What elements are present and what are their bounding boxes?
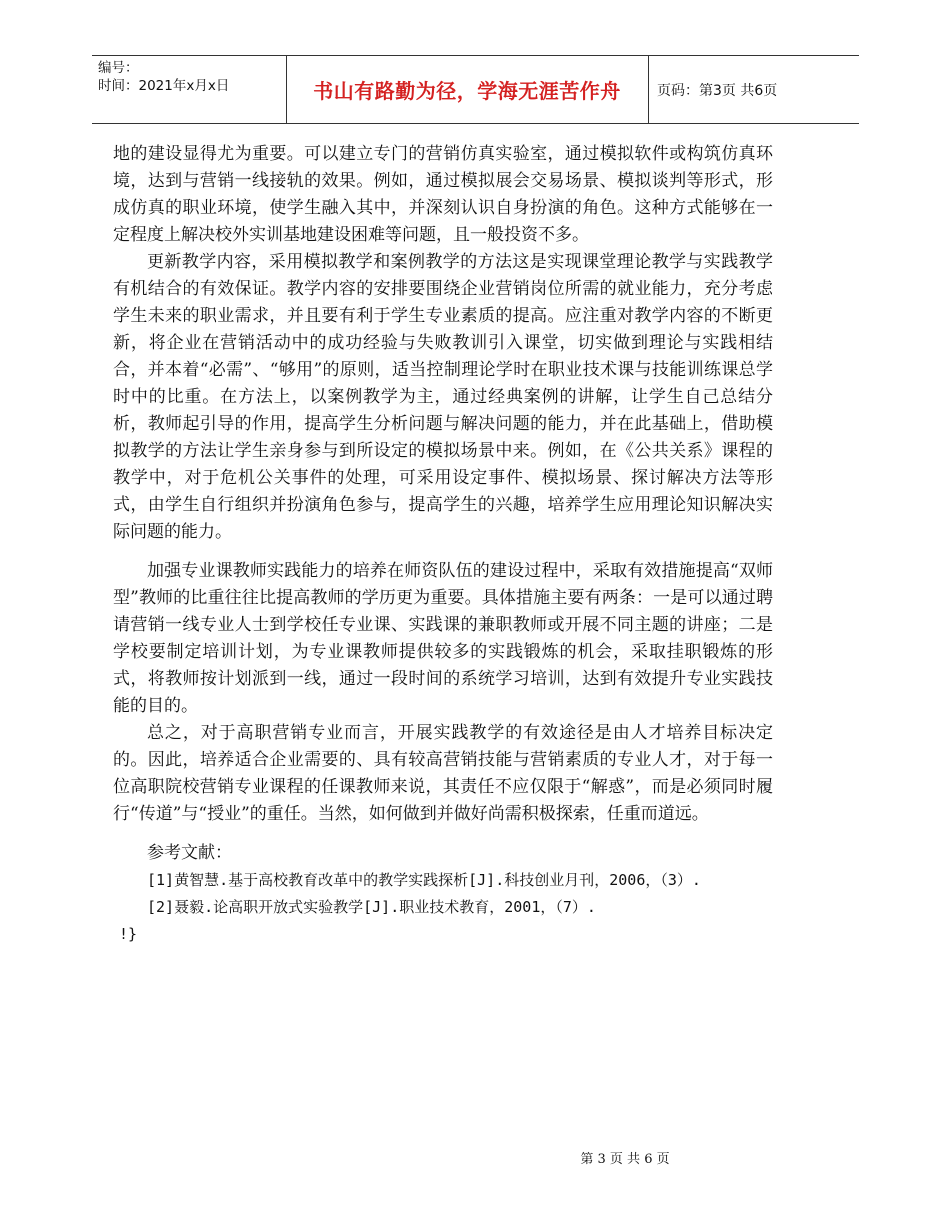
document-number-label: 编号： xyxy=(98,60,139,76)
reference-item: [2]聂毅.论高职开放式实验教学[J].职业技术教育，2001，（7）. xyxy=(147,898,596,916)
reference-item: [1]黄智慧.基于高校教育改革中的教学实践探析[J].科技创业月刊，2006，（3）. xyxy=(147,871,701,889)
body-paragraph: 地的建设显得尤为重要。可以建立专门的营销仿真实验室，通过模拟软件或构筑仿真环境，达到与营销一线接轨的效果。例如，通过模拟展会交易场景、模拟谈判等形式，形成仿真的职业环境，使学生融入其中，并深刻认识自身扮演的角色。这种方式能够在一定程度上解决校外实训基地建设困难等问题，且一般投资不多。 xyxy=(113,144,773,245)
body-paragraph: 更新教学内容，采用模拟教学和案例教学的方法这是实现课堂理论教学与实践教学有机结合的有效保证。教学内容的安排要围绕企业营销岗位所需的就业能力，充分考虑学生未来的职业需求，并且要有利于学生专业素质的提高。应注重对教学内容的不断更新，将企业在营销活动中的成功经验与失败教训引入课堂，切实做到理论与实践相结合，并本着“必需”、“够用”的原则，适当控制理论学时在职业技术课与技能训练课总学时中的比重。在方法上，以案例教学为主，通过经典案例的讲解，让学生自己总结分析，教师起引导的作用，提高学生分析问题与解决问题的能力，并在此基础上，借助模拟教学的方法让学生亲身参与到所设定的模拟场景中来。例如，在《公共关系》课程的教学中，对于危机公关事件的处理，可采用设定事件、模拟场景、探讨解决方法等形式，由学生自行组织并扮演角色参与，提高学生的兴趣，培养学生应用理论知识解决实际问题的能力。 xyxy=(113,252,773,542)
header-motto: 书山有路勤为径，学海无涯苦作舟 xyxy=(313,79,621,103)
document-time-label: 时间：2021年x月x日 xyxy=(98,78,230,94)
reference-trailing-mark: !} xyxy=(119,925,138,943)
body-paragraph: 加强专业课教师实践能力的培养在师资队伍的建设过程中，采取有效措施提高“双师型”教师的比重往往比提高教师的学历更为重要。具体措施主要有两条：一是可以通过聘请营销一线专业人士到学校任专业课、实践课的兼职教师或开展不同主题的讲座；二是学校要制定培训计划，为专业课教师提供较多的实践锻炼的机会，采取挂职锻炼的形式，将教师按计划派到一线，通过一段时间的系统学习培训，达到有效提升专业实践技能的目的。 xyxy=(113,561,773,716)
header-divider xyxy=(648,56,649,123)
header-meta xyxy=(98,59,229,95)
page-header xyxy=(92,55,859,124)
page-footer: 第 3 页 共 6 页 xyxy=(580,1152,670,1167)
document-body xyxy=(113,141,773,948)
references-heading: 参考文献： xyxy=(147,843,232,863)
header-page-label: 页码：第3页 共6页 xyxy=(657,82,778,99)
body-paragraph: 总之，对于高职营销专业而言，开展实践教学的有效途径是由人才培养目标决定的。因此，培养适合企业需要的、具有较高营销技能与营销素质的专业人才，对于每一位高职院校营销专业课程的任课教师来说，其责任不应仅限于“解惑”，而是必须同时履行“传道”与“授业”的重任。当然，如何做到并做好尚需积极探索，任重而道远。 xyxy=(113,723,773,824)
